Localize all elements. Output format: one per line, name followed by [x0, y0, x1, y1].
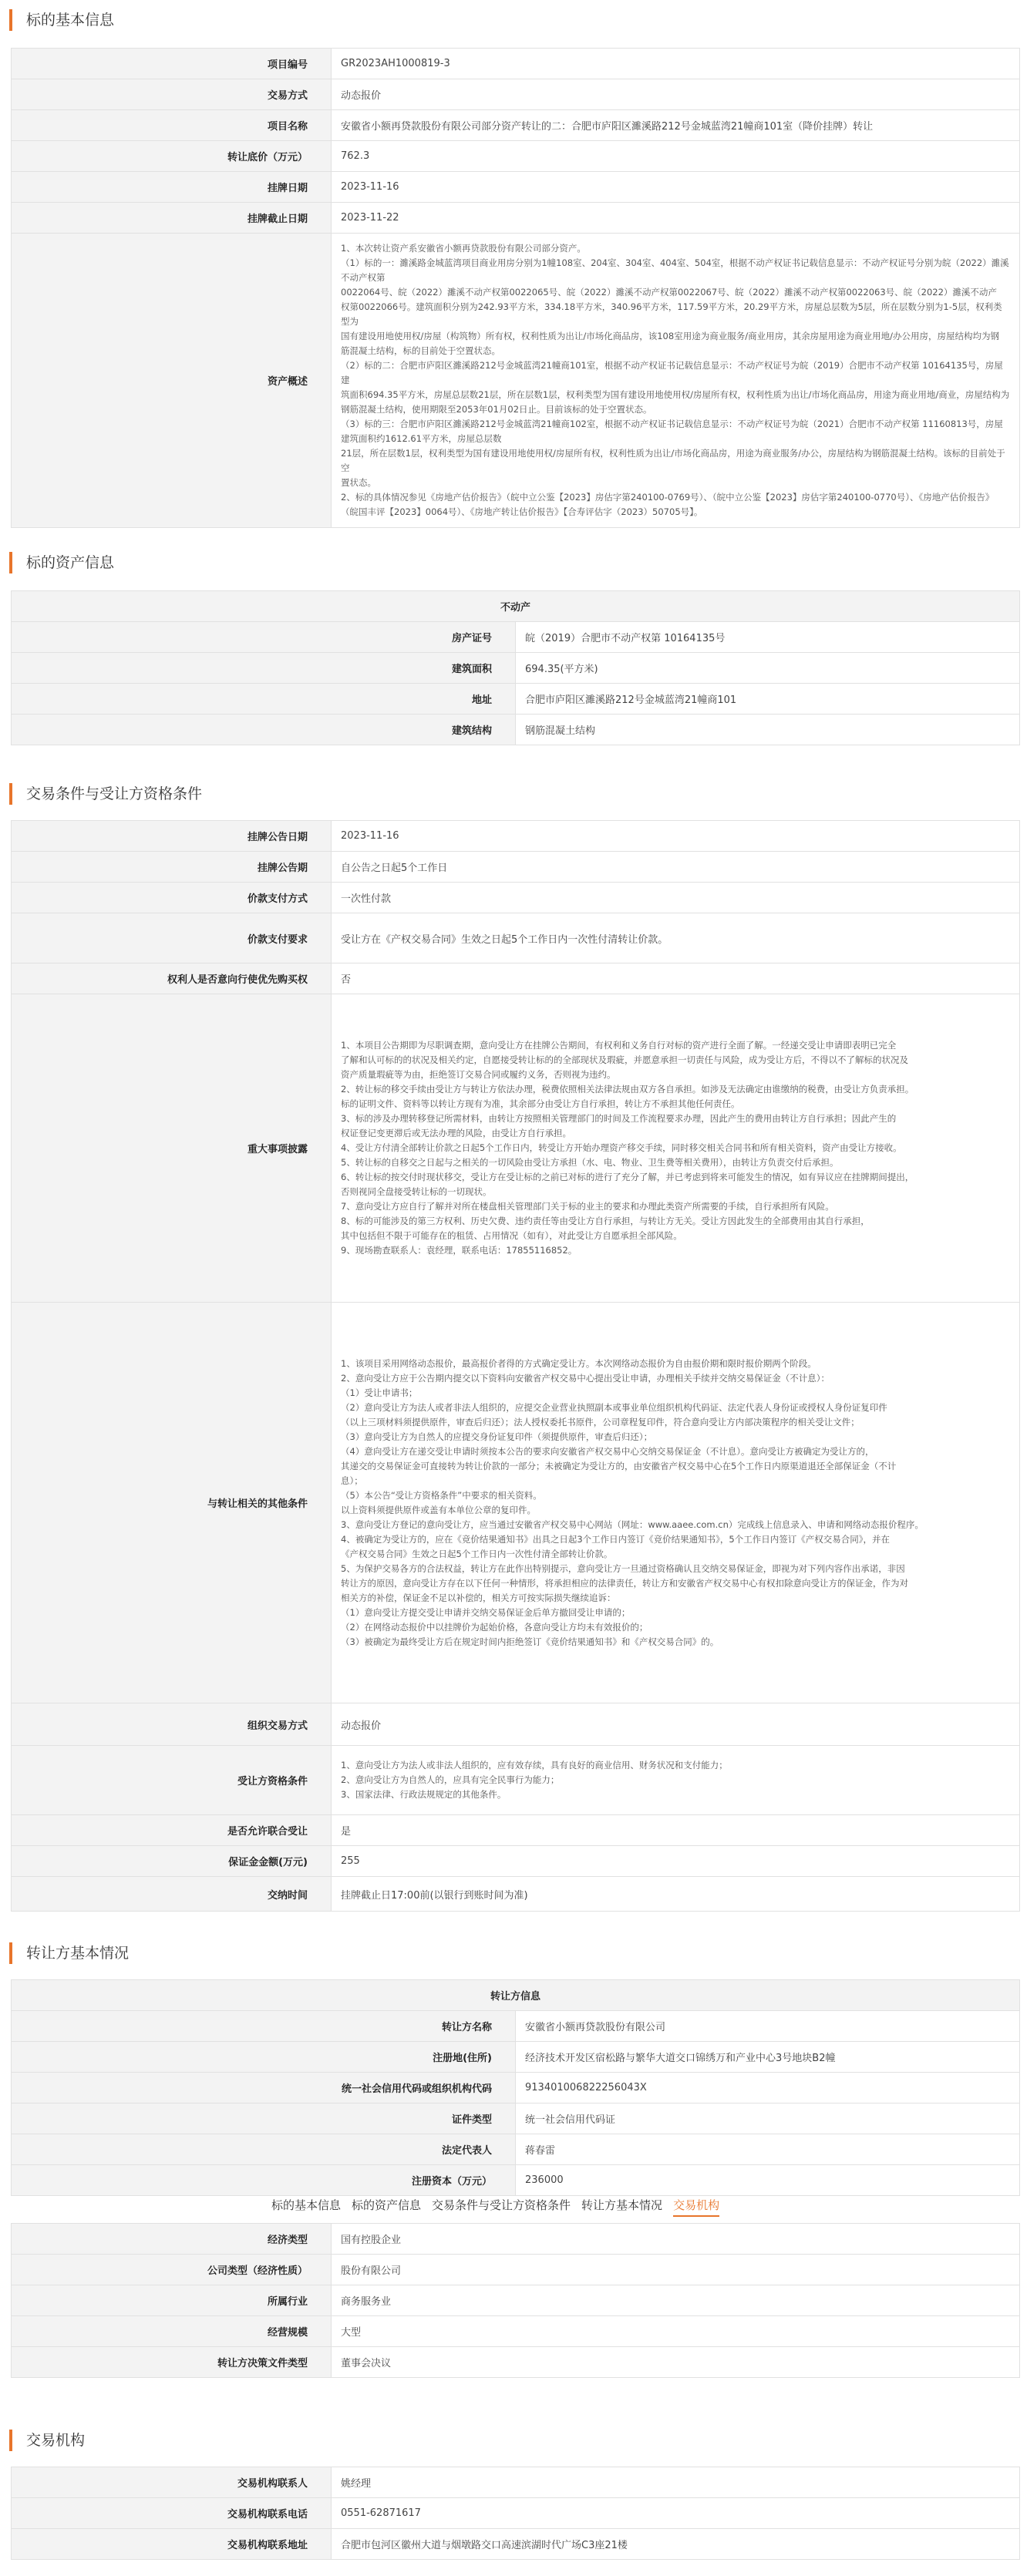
row-value: 2023-11-16 [332, 172, 1020, 203]
row-value: 经济技术开发区宿松路与繁华大道交口锦绣万和产业中心3号地块B2幢 [516, 2042, 1020, 2073]
major-line: 4、受让方付清全部转让价款之日起5个工作日内，转受让方开始办理资产移交手续，同时移交相关合同书和所有相关资料，资产由受让方接收。 [341, 1142, 902, 1153]
table-row [12, 2498, 1020, 2529]
table-row [12, 2285, 1020, 2316]
row-value: 挂牌截止日17:00前(以银行到账时间为准) [332, 1877, 1020, 1912]
major-line: 8、标的可能涉及的第三方权利、历史欠费、违约责任等由受让方自行承担，与转让方无关。受让方因此发生的全部费用由其自行承担， [341, 1216, 870, 1226]
row-key: 注册地(住所) [12, 2042, 516, 2073]
row-key: 交易机构联系电话 [12, 2498, 332, 2529]
row-key: 权利人是否意向行使优先购买权 [12, 963, 332, 994]
major-line: 3、标的涉及办理转移登记所需材料，由转让方按照相关管理部门的时间及工作流程要求办理，因此产生的费用由转让方自行承担；因此产生的 [341, 1113, 897, 1124]
table-row [12, 913, 1020, 963]
major-line: 5、转让标的自移交之日起与之相关的一切风险由受让方承担（水、电、物业、卫生费等相关费用），由转让方负责交付后承担。 [341, 1157, 839, 1168]
table-row [12, 821, 1020, 852]
section-title-agency: 交易机构 [9, 2430, 85, 2451]
row-key: 项目名称 [12, 110, 332, 141]
table-row [12, 2134, 1020, 2165]
other-line: （3）被确定为最终受让方后在规定时间内拒绝签订《竞价结果通知书》和《产权交易合同》的。 [341, 1636, 719, 1647]
table-row [12, 622, 1020, 653]
row-key: 转让底价（万元） [12, 141, 332, 172]
overview-line: 21层，所在层数1层，权利类型为国有建设用地使用权/房屋所有权，权利性质为出让/市场化商品房，用途为商业服务/办公，房屋结构为钢筋混凝土结构。该标的目前处于空 [341, 448, 1005, 473]
other-line: （以上三项材料须提供原件，审查后归还）；法人授权委托书原件，公司章程复印件，符合意向受让方内部决策程序的相关受让文件； [341, 1416, 860, 1428]
major-text [341, 1031, 1010, 1266]
row-value [332, 994, 1020, 1303]
row-key: 价款支付方式 [12, 883, 332, 913]
tab-basic[interactable]: 标的基本信息 [271, 2198, 342, 2212]
row-key: 建筑结构 [12, 715, 516, 745]
row-value: 股份有限公司 [332, 2255, 1020, 2285]
row-value: 受让方在《产权交易合同》生效之日起5个工作日内一次性付清转让价款。 [332, 913, 1020, 963]
row-value: GR2023AH1000819-3 [332, 49, 1020, 79]
major-line: 9、现场勘查联系人：袁经理，联系电话：17855116852。 [341, 1245, 577, 1256]
basic-info-table [11, 48, 1020, 528]
table-row [12, 963, 1020, 994]
row-value: 统一社会信用代码证 [516, 2104, 1020, 2134]
table-row [12, 172, 1020, 203]
row-value: 安徽省小额再贷款股份有限公司 [516, 2011, 1020, 2042]
table-row [12, 653, 1020, 684]
section-tabs [271, 2195, 730, 2217]
row-value: 动态报价 [332, 1703, 1020, 1746]
row-value: 0551-62871617 [332, 2498, 1020, 2529]
row-key: 挂牌日期 [12, 172, 332, 203]
table-row [12, 2316, 1020, 2347]
row-key: 所属行业 [12, 2285, 332, 2316]
major-line: 1、本项目公告期即为尽职调查期，意向受让方在挂牌公告期间，有权利和义务自行对标的资产进行全面了解。一经递交受让申请即表明已完全 [341, 1040, 897, 1051]
row-value: 皖（2019）合肥市不动产权第 10164135号 [516, 622, 1020, 653]
asset-info-table [11, 590, 1020, 745]
overview-line: 0022064号、皖（2022）濉溪不动产权第0022065号、皖（2022）濉溪不动产权第0022067号、皖（2022）濉溪不动产权第0022063号、皖（2022）濉溪不动产 [341, 287, 997, 298]
row-value: 255 [332, 1846, 1020, 1877]
row-key: 组织交易方式 [12, 1703, 332, 1746]
other-line: （2）意向受让方为法人或者非法人组织的，应提交企业营业执照副本或事业单位组织机构代码证、法定代表人身份证或授权人身份证复印件 [341, 1401, 887, 1413]
row-value: 动态报价 [332, 79, 1020, 110]
row-value: 商务服务业 [332, 2285, 1020, 2316]
row-key: 挂牌公告日期 [12, 821, 332, 852]
row-value: 762.3 [332, 141, 1020, 172]
table-row [12, 1746, 1020, 1815]
row-value: 自公告之日起5个工作日 [332, 852, 1020, 883]
major-line: 资产质量瑕疵等为由，拒绝签订交易合同或履约义务，否则视为违约。 [341, 1069, 616, 1080]
table-row [12, 49, 1020, 79]
table-row [12, 203, 1020, 234]
other-line: 《产权交易合同》生效之日起5个工作日内一次性付清全部转让价款。 [341, 1548, 613, 1559]
major-line: 标的证明文件、资料等以转让方现有为准，其余部分由受让方自行承担，转让方不承担其他任何责任。 [341, 1098, 740, 1109]
major-line: 权证登记变更滞后或无法办理的风险，由受让方自行承担。 [341, 1128, 571, 1138]
row-value: 姚经理 [332, 2467, 1020, 2498]
tab-conditions[interactable]: 交易条件与受让方资格条件 [432, 2198, 571, 2212]
row-key: 经营规模 [12, 2316, 332, 2347]
row-value: 236000 [516, 2165, 1020, 2196]
table-row [12, 2165, 1020, 2196]
other-line: （1）意向受让方提交受让申请并交纳交易保证金后单方撤回受让申请的； [341, 1606, 631, 1618]
row-key: 保证金金额(万元) [12, 1846, 332, 1877]
table-row [12, 1980, 1020, 2011]
overview-line: 筋混凝土结构，标的目前处于空置状态。 [341, 345, 500, 356]
overview-line: （2）标的二：合肥市庐阳区濉溪路212号金城蓝湾21幢商101室，根据不动产权证书记载信息显示：不动产权证号为皖（2019）合肥市不动产权第 10164135号，房屋建 [341, 360, 1003, 385]
overview-line: （3）标的三：合肥市庐阳区濉溪路212号金城蓝湾21幢商102室，根据不动产权证书记载信息显示：不动产权证号为皖（2021）合肥市不动产权第 11160813号，房屋建筑面积约1612.61平方米，房屋总层数 [341, 419, 1003, 444]
table-row [12, 2104, 1020, 2134]
row-key: 地址 [12, 684, 516, 715]
row-key: 交易机构联系人 [12, 2467, 332, 2498]
section-title-basic: 标的基本信息 [9, 9, 114, 31]
major-line: 其中包括但不限于可能存在的租赁、占用情况（如有），对此受让方自愿承担全部风险。 [341, 1230, 682, 1241]
row-value: 合肥市庐阳区濉溪路212号金城蓝湾21幢商101 [516, 684, 1020, 715]
major-line: 6、转让标的按交付时现状移交，受让方在受让标的之前已对标的进行了充分了解，并已考虑到将来可能发生的情况，如有异议应在挂牌期间提出， [341, 1172, 914, 1182]
overview-line: 2、标的具体情况参见《房地产估价报告》（皖中立公鉴【2023】房估字第240100-0769号）、（皖中立公鉴【2023】房估字第240100-0770号）、《房地产估价报告》 [341, 492, 995, 503]
table-row [12, 141, 1020, 172]
overview-text [341, 234, 1010, 527]
overview-line: 国有建设用地使用权/房屋（构筑物）所有权，权利性质为出让/市场化商品房，该108室用途为商业服务/商业用房，其余房屋用途为商业用地/办公用房，房屋结构均为钢 [341, 331, 999, 341]
row-key: 交纳时间 [12, 1877, 332, 1912]
row-value [332, 1746, 1020, 1815]
table-row [12, 2467, 1020, 2498]
table-row [12, 2255, 1020, 2285]
table-row [12, 1815, 1020, 1846]
row-key: 法定代表人 [12, 2134, 516, 2165]
other-line: （4）意向受让方在递交受让申请时须按本公告的要求向安徽省产权交易中心交纳交易保证金（不计息）。意向受让方被确定为受让方的， [341, 1445, 874, 1457]
other-line: （3）意向受让方为自然人的应提交身份证复印件（须提供原件，审查后归还）； [341, 1431, 653, 1442]
qual-line: 3、国家法律、行政法规规定的其他条件。 [341, 1789, 507, 1800]
table-row [12, 79, 1020, 110]
table-row [12, 2347, 1020, 2378]
table-row [12, 2011, 1020, 2042]
row-key: 价款支付要求 [12, 913, 332, 963]
other-line: 4、被确定为受让方的，应在《竞价结果通知书》出具之日起3个工作日内签订《竞价结果通知书》，5个工作日内签订《产权交易合同》，并在 [341, 1533, 890, 1545]
other-line: 5、为保护交易各方的合法权益，转让方在此作出特别提示，意向受让方一旦通过资格确认且交纳交易保证金，即视为对下列内容作出承诺，非因 [341, 1562, 905, 1574]
table-row [12, 2529, 1020, 2560]
table-row [12, 2073, 1020, 2104]
qual-line: 1、意向受让方为法人或非法人组织的，应有效存续，具有良好的商业信用、财务状况和支付能力； [341, 1760, 728, 1771]
overview-line: 置状态。 [341, 477, 376, 488]
table-row [12, 2042, 1020, 2073]
row-key: 与转让相关的其他条件 [12, 1303, 332, 1703]
other-line: 其递交的交易保证金可直接转为转让价款的一部分；未被确定为受让方的，由安徽省产权交易中心在5个工作日内原渠道退还全部保证金（不计 [341, 1460, 897, 1471]
row-value: 合肥市包河区徽州大道与烟墩路交口高速滨湖时代广场C3座21楼 [332, 2529, 1020, 2560]
row-key: 挂牌截止日期 [12, 203, 332, 234]
row-key: 是否允许联合受让 [12, 1815, 332, 1846]
row-key: 建筑面积 [12, 653, 516, 684]
row-key: 资产概述 [12, 234, 332, 528]
row-key: 项目编号 [12, 49, 332, 79]
row-key: 交易方式 [12, 79, 332, 110]
other-line: 息）； [341, 1475, 363, 1486]
table-row [12, 234, 1020, 528]
qual-line: 2、意向受让方为自然人的，应具有完全民事行为能力； [341, 1774, 560, 1785]
overview-line: 钢筋混凝土结构，使用期限至2053年01月02日止。目前该标的处于空置状态。 [341, 404, 652, 415]
overview-line: （皖国丰评【2023】0064号）、《房地产转让估价报告》【合寿评估字（2023）50705号】。 [341, 506, 703, 517]
row-key: 转让方决策文件类型 [12, 2347, 332, 2378]
table-row [12, 1303, 1020, 1703]
transferor-table [11, 1979, 1020, 2196]
row-key: 受让方资格条件 [12, 1746, 332, 1815]
row-value: 2023-11-16 [332, 821, 1020, 852]
row-value: 安徽省小额再贷款股份有限公司部分资产转让的二：合肥市庐阳区濉溪路212号金城蓝湾21幢商101室（降价挂牌）转让 [332, 110, 1020, 141]
asset-type-header: 不动产 [12, 591, 1020, 622]
tab-transferor[interactable]: 转让方基本情况 [581, 2198, 663, 2212]
row-value: 2023-11-22 [332, 203, 1020, 234]
major-line: 否则视同全盘接受转让标的一切现状。 [341, 1186, 492, 1197]
major-line: 了解和认可标的的状况及相关约定，自愿接受转让标的的全部现状及瑕疵，并愿意承担一切责任与风险，成为受让方后，不得以不了解标的状况及 [341, 1054, 908, 1065]
row-key: 注册资本（万元） [12, 2165, 516, 2196]
agency-table [11, 2467, 1020, 2560]
table-row [12, 591, 1020, 622]
tab-asset[interactable]: 标的资产信息 [352, 2198, 422, 2212]
section-title-transferor: 转让方基本情况 [9, 1942, 129, 1964]
transferor-table-continued [11, 2223, 1020, 2378]
table-row [12, 715, 1020, 745]
row-value: 694.35(平方米) [516, 653, 1020, 684]
row-key: 经济类型 [12, 2224, 332, 2255]
table-row [12, 684, 1020, 715]
row-key: 房产证号 [12, 622, 516, 653]
transferor-header: 转让方信息 [12, 1980, 1020, 2011]
row-value: 蒋春雷 [516, 2134, 1020, 2165]
row-value: 否 [332, 963, 1020, 994]
row-value: 董事会决议 [332, 2347, 1020, 2378]
qual-text [341, 1750, 1010, 1810]
other-text [341, 1349, 1010, 1657]
row-value: 国有控股企业 [332, 2224, 1020, 2255]
major-line: 7、意向受让方应自行了解并对所在楼盘相关管理部门关于标的业主的要求和办理此类资产所需要的手续，自行承担所有风险。 [341, 1201, 834, 1212]
table-row [12, 852, 1020, 883]
row-value [332, 1303, 1020, 1703]
table-row [12, 883, 1020, 913]
table-row [12, 2224, 1020, 2255]
section-title-conditions: 交易条件与受让方资格条件 [9, 783, 202, 805]
other-line: （1）受让申请书； [341, 1387, 418, 1398]
row-key: 公司类型（经济性质） [12, 2255, 332, 2285]
other-line: 以上资料须提供原件或盖有本单位公章的复印件。 [341, 1504, 536, 1515]
row-key: 交易机构联系地址 [12, 2529, 332, 2560]
row-key: 统一社会信用代码或组织机构代码 [12, 2073, 516, 2104]
other-line: 1、该项目采用网络动态报价，最高报价者得的方式确定受让方。本次网络动态报价为自由报价期和限时报价期两个阶段。 [341, 1357, 817, 1369]
tab-agency[interactable]: 交易机构 [673, 2195, 719, 2217]
overview-line: （1）标的一：濉溪路金城蓝湾项目商业用房分别为1幢108室、204室、304室、404室、504室，根据不动产权证书记载信息显示：不动产权证号分别为皖（2022）濉溪不动产权第 [341, 257, 1009, 283]
table-row [12, 1846, 1020, 1877]
conditions-table [11, 820, 1020, 1912]
row-value: 钢筋混凝土结构 [516, 715, 1020, 745]
overview-line: 1、本次转让资产系安徽省小额再贷款股份有限公司部分资产。 [341, 243, 586, 254]
overview-line: 筑面积694.35平方米，房屋总层数21层，所在层数1层，权利类型为国有建设用地使用权/房屋所有权，权利性质为出让/市场化商品房，用途为商业用地/商业，房屋结构为 [341, 389, 1010, 400]
other-line: （2）在网络动态报价中以挂牌价为起始价格，各意向受让方均未有效报价的； [341, 1621, 648, 1633]
major-line: 2、转让标的移交手续由受让方与转让方依法办理，税费依照相关法律法规由双方各自承担。如涉及无法确定由谁缴纳的税费，由受让方负责承担。 [341, 1084, 914, 1095]
row-value: 一次性付款 [332, 883, 1020, 913]
other-line: 相关方的补偿，保证金不足以补偿的，相关方可按实际损失继续追诉： [341, 1592, 616, 1603]
row-value: 大型 [332, 2316, 1020, 2347]
other-line: 3、意向受让方登记的意向受让方，应当通过安徽省产权交易中心网站（网址：www.aaee.com.cn）完成线上信息录入、申请和网络动态报价程序。 [341, 1518, 924, 1530]
row-key: 重大事项披露 [12, 994, 332, 1303]
table-row [12, 1703, 1020, 1746]
other-line: 转让方的原因，意向受让方存在以下任何一种情形，将承担相应的法律责任，转让方和安徽省产权交易中心有权扣除意向受让方的保证金，作为对 [341, 1577, 908, 1589]
row-value [332, 234, 1020, 528]
row-key: 转让方名称 [12, 2011, 516, 2042]
other-line: 2、意向受让方应于公告期内提交以下资料向安徽省产权交易中心提出受让申请，办理相关手续并交纳交易保证金（不计息）： [341, 1372, 830, 1384]
other-line: （5）本公告“受让方资格条件”中要求的相关资料。 [341, 1489, 542, 1501]
section-title-asset: 标的资产信息 [9, 552, 114, 573]
table-row [12, 110, 1020, 141]
row-key: 证件类型 [12, 2104, 516, 2134]
overview-line: 权第0022066号。建筑面积分别为242.93平方米，334.18平方米，340.96平方米，117.59平方米，20.29平方米，房屋总层数为5层，所在层数分别为1-5层，权利类型为 [341, 301, 1002, 327]
table-row [12, 994, 1020, 1303]
row-value: 913401006822256043X [516, 2073, 1020, 2104]
table-row [12, 1877, 1020, 1912]
row-value: 是 [332, 1815, 1020, 1846]
row-key: 挂牌公告期 [12, 852, 332, 883]
